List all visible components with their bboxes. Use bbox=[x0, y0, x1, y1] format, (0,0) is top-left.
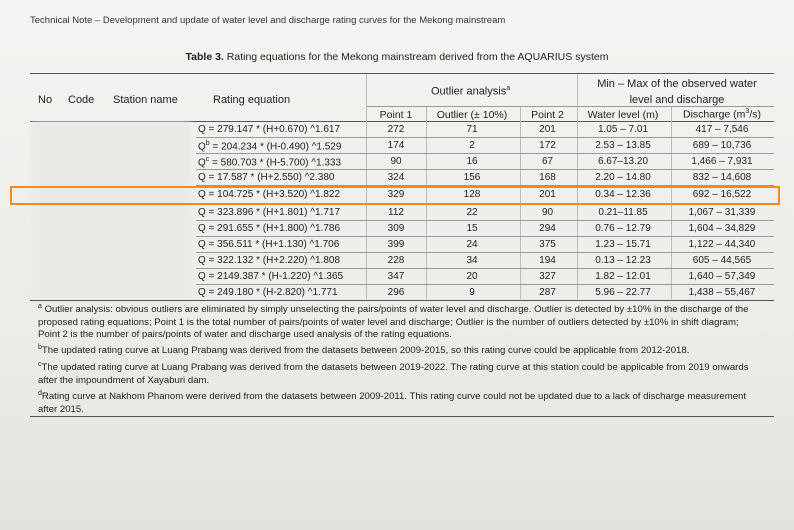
cell-equation: Q = 322.132 * (H+2.220) ^1.808 bbox=[198, 255, 341, 266]
footnote-mark: b bbox=[38, 344, 42, 352]
header-outlier: Outlier (± 10%) bbox=[436, 109, 508, 121]
running-header: Technical Note – Development and update of water level and discharge rating curves for the Mekong mainstream bbox=[30, 15, 506, 26]
cell-equation bbox=[198, 156, 341, 168]
cell-point2: 201 bbox=[539, 189, 556, 200]
table-row bbox=[30, 237, 774, 253]
table-row bbox=[30, 205, 774, 221]
cell-point1: 90 bbox=[390, 156, 402, 167]
cell-point2: 375 bbox=[539, 239, 556, 250]
cell-equation: Q = 2149.387 * (H-1.220) ^1.365 bbox=[198, 271, 344, 282]
cell-water-level: 0.13 – 12.23 bbox=[595, 255, 651, 266]
cell-outlier: 2 bbox=[469, 140, 475, 151]
footnote-text: The updated rating curve at Luang Prabang was derived from the datasets between 2019-2022. The rating curve at this station could be applicable from 2019 onwards after the impoundment of Xayaburi dam. bbox=[38, 362, 749, 386]
cell-point2: 172 bbox=[539, 140, 556, 151]
cell-outlier: 16 bbox=[466, 156, 478, 167]
cell-equation: Q = 249.180 * (H-2.820) ^1.771 bbox=[198, 287, 338, 298]
header-discharge-end: /s) bbox=[749, 108, 761, 121]
cell-discharge: 1,067 – 31,339 bbox=[688, 207, 756, 218]
table-top-rule bbox=[30, 73, 774, 74]
cell-outlier: 34 bbox=[466, 255, 478, 266]
cell-discharge: 832 – 14,608 bbox=[692, 172, 752, 183]
cell-water-level: 2.20 – 14.80 bbox=[595, 172, 651, 183]
cell-point1: 399 bbox=[387, 239, 405, 250]
cell-outlier: 22 bbox=[466, 207, 478, 218]
cell-point2: 294 bbox=[539, 223, 556, 234]
cell-point2: 327 bbox=[539, 271, 556, 282]
cell-equation: Q = 104.725 * (H+3.520) ^1.822 bbox=[198, 189, 341, 200]
footnote-text: Rating curve at Nakhom Phanom were derived from the datasets between 2009-2011. This rating curve could not be updated due to a lack of discharge measurement after 2015. bbox=[38, 391, 747, 415]
cell-outlier: 24 bbox=[466, 239, 478, 250]
header-discharge bbox=[672, 108, 772, 121]
cell-discharge: 605 – 44,565 bbox=[692, 255, 752, 266]
cell-equation-q: Q bbox=[198, 141, 206, 153]
cell-outlier: 128 bbox=[463, 189, 481, 200]
cell-water-level: 1.23 – 15.71 bbox=[595, 239, 651, 250]
header-equation: Rating equation bbox=[213, 94, 291, 106]
cell-outlier: 156 bbox=[463, 172, 481, 183]
cell-point1: 112 bbox=[388, 207, 404, 218]
cell-discharge: 1,122 – 44,340 bbox=[688, 239, 756, 250]
cell-point1: 272 bbox=[387, 124, 405, 135]
cell-point2: 287 bbox=[539, 287, 556, 298]
table-row bbox=[30, 269, 774, 285]
cell-outlier: 15 bbox=[466, 223, 478, 234]
header-outlier-sup: a bbox=[506, 85, 511, 92]
header-discharge-sup: 3 bbox=[745, 108, 750, 115]
footnote-mark: d bbox=[38, 390, 42, 397]
cell-water-level: 0.34 – 12.36 bbox=[595, 189, 651, 200]
cell-point2: 67 bbox=[541, 156, 554, 167]
cell-water-level: 2.53 – 13.85 bbox=[595, 140, 651, 151]
cell-discharge: 689 – 10,736 bbox=[692, 140, 752, 151]
row-highlight-box bbox=[10, 186, 780, 205]
cell-equation: Q = 279.147 * (H+0.670) ^1.617 bbox=[198, 124, 341, 135]
cell-equation-sup: c bbox=[205, 156, 210, 163]
footnote-b bbox=[38, 342, 758, 358]
header-minmax-line1: Min – Max of the observed water bbox=[597, 78, 757, 90]
cell-discharge: 1,466 – 7,931 bbox=[691, 156, 753, 167]
table-row bbox=[30, 253, 774, 269]
footnote-text: The updated rating curve at Luang Prabang was derived from the datasets between 2009-2015, so this rating curve could be applicable from 2012-2018. bbox=[41, 345, 690, 357]
cell-water-level: 6.67–13.20 bbox=[597, 156, 649, 167]
cell-equation-q: Q bbox=[198, 157, 206, 169]
cell-discharge: 1,640 – 57,349 bbox=[688, 271, 756, 282]
table-row bbox=[30, 154, 774, 170]
cell-outlier: 9 bbox=[469, 287, 475, 298]
cell-point1: 228 bbox=[387, 255, 405, 266]
cell-discharge: 1,438 – 55,467 bbox=[688, 287, 756, 298]
header-point1: Point 1 bbox=[379, 109, 413, 121]
footnote-a bbox=[38, 301, 758, 341]
table-row bbox=[30, 221, 774, 237]
cell-discharge: 417 – 7,546 bbox=[695, 124, 749, 135]
table-title-text: Rating equations for the Mekong mainstream derived from the AQUARIUS system bbox=[223, 51, 609, 63]
cell-water-level: 0.76 – 12.79 bbox=[595, 223, 651, 234]
header-point2: Point 2 bbox=[531, 109, 564, 121]
cell-equation: Q = 323.896 * (H+1.801) ^1.717 bbox=[198, 207, 341, 218]
cell-equation-rest: = 204.234 * (H-0.490) ^1.529 bbox=[209, 141, 342, 153]
cell-point1: 324 bbox=[387, 172, 405, 183]
footnote-text: Outlier analysis: obvious outliers are eliminated by simply unselecting the pairs/points of water level and discharge. Outlier is detected by ±10% in the discharge of the proposed rating equations; Point 1 is the total number of pairs/points of water level and discharge; Outlier is the number of outliers detected by ±10% in shift diagram; Point 2 is the number of pairs/points of water and discharge used analysis of the rating equations. bbox=[38, 304, 749, 340]
footnote-mark: c bbox=[38, 361, 42, 368]
cell-point2: 201 bbox=[539, 124, 556, 135]
header-outlier-analysis bbox=[431, 85, 510, 98]
table-row bbox=[30, 122, 774, 138]
cell-water-level: 0.21–11.85 bbox=[598, 207, 648, 218]
cell-outlier: 71 bbox=[466, 124, 478, 135]
cell-point1: 174 bbox=[387, 140, 405, 151]
header-station: Station name bbox=[113, 94, 178, 106]
footnote-c bbox=[38, 359, 758, 387]
cell-point1: 329 bbox=[387, 189, 405, 200]
cell-equation-sup: b bbox=[205, 140, 210, 147]
cell-water-level: 1.82 – 12.01 bbox=[595, 271, 651, 282]
cell-point2: 194 bbox=[539, 255, 556, 266]
cell-equation: Q = 17.587 * (H+2.550) ^2.380 bbox=[198, 172, 335, 183]
cell-equation-rest: = 580.703 * (H-5.700) ^1.333 bbox=[209, 157, 342, 169]
header-minmax bbox=[582, 76, 772, 108]
header-outlier-analysis-text: Outlier analysis bbox=[431, 85, 507, 98]
cell-point2: 90 bbox=[541, 207, 554, 218]
cell-equation bbox=[198, 140, 341, 152]
cell-water-level: 1.05 – 7.01 bbox=[597, 124, 649, 135]
cell-discharge: 692 – 16,522 bbox=[692, 189, 752, 200]
table-label: Table 3. bbox=[185, 51, 224, 63]
header-minmax-line2: level and discharge bbox=[629, 94, 725, 106]
cell-point1: 296 bbox=[387, 287, 405, 298]
cell-outlier: 20 bbox=[466, 271, 478, 282]
footnote-d bbox=[38, 388, 758, 416]
cell-discharge: 1,604 – 34,829 bbox=[688, 223, 756, 234]
footnotes bbox=[38, 301, 758, 417]
cell-point2: 168 bbox=[539, 172, 556, 183]
table-row bbox=[30, 170, 774, 186]
footnote-mark: a bbox=[38, 303, 42, 310]
table-row bbox=[30, 138, 774, 154]
header-no: No bbox=[38, 94, 53, 106]
footnotes-bottom-rule bbox=[30, 416, 774, 417]
header-water-level: Water level (m) bbox=[587, 109, 659, 121]
cell-water-level: 5.96 – 22.77 bbox=[595, 287, 651, 298]
header-discharge-text: Discharge (m bbox=[682, 108, 746, 121]
table-row bbox=[30, 285, 774, 301]
cell-equation: Q = 356.511 * (H+1.130) ^1.706 bbox=[198, 239, 340, 250]
header-code: Code bbox=[68, 94, 95, 106]
table-title bbox=[0, 51, 794, 63]
cell-point1: 347 bbox=[387, 271, 405, 282]
cell-point1: 309 bbox=[387, 223, 405, 234]
cell-equation: Q = 291.655 * (H+1.800) ^1.786 bbox=[198, 223, 341, 234]
